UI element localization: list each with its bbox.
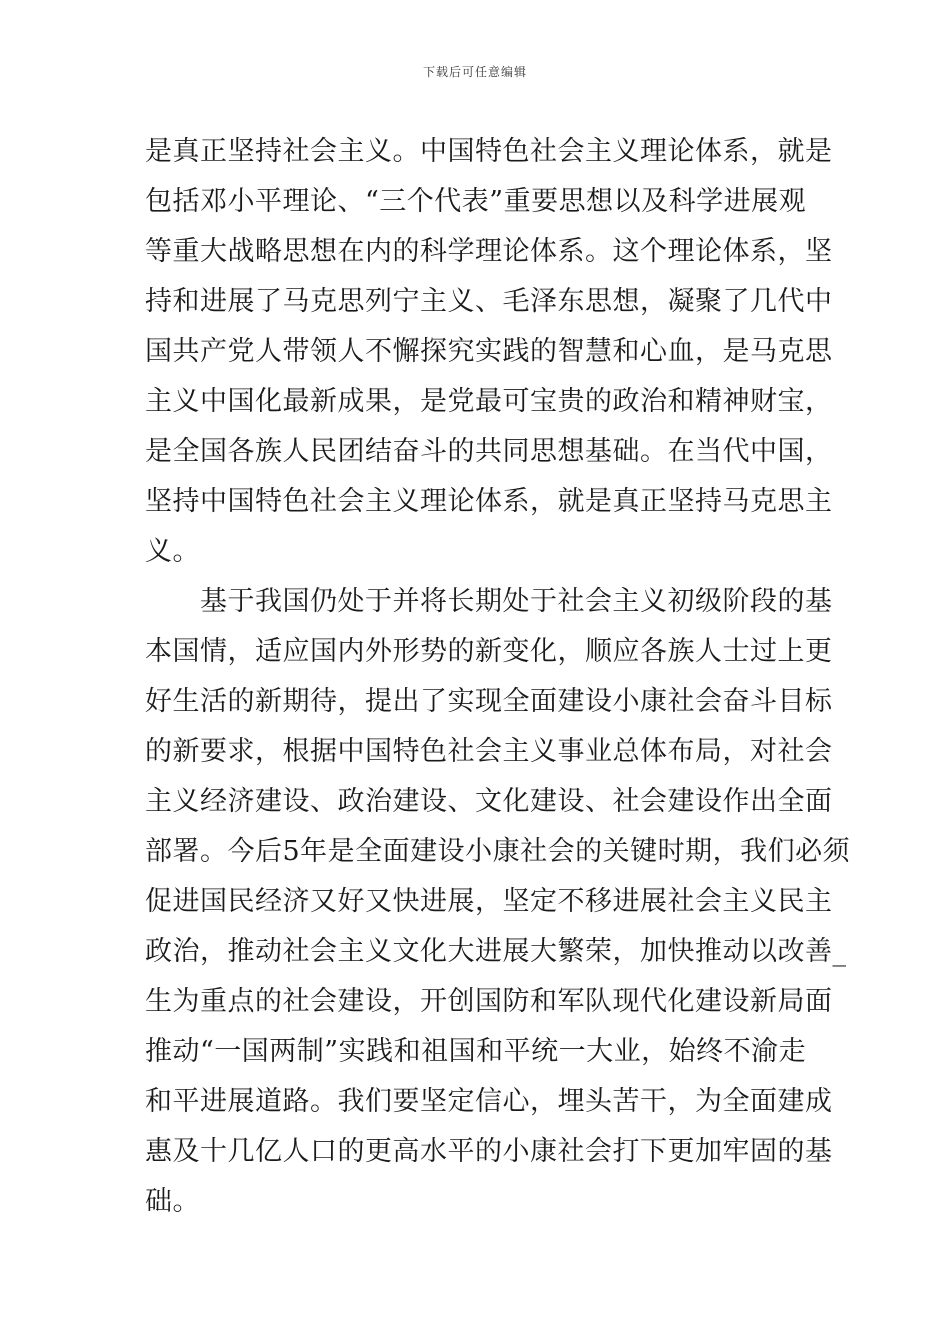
text-line: 包括邓小平理论、“三个代表”重要思想以及科学进展观 [145,186,807,217]
text-line: 义。 [145,536,200,567]
text-line: 的新要求，根据中国特色社会主义事业总体布局，对社会 [145,736,833,767]
text-line: 推动“一国两制”实践和祖国和平统一大业，始终不渝走 [145,1036,807,1067]
page-header: 下载后可任意编辑 [422,65,527,79]
text-line: 好生活的新期待，提出了实现全面建设小康社会奋斗目标 [145,686,833,717]
document-body [145,127,851,1227]
text-line: 本国情，适应国内外形势的新变化，顺应各族人士过上更 [145,636,833,667]
text-line: 部署。今后5年是全面建设小康社会的关键时期，我们必须 [145,836,851,867]
text-line: 是真正坚持社会主义。中国特色社会主义理论体系，就是 [145,136,833,167]
text-line: 主义经济建设、政治建设、文化建设、社会建设作出全面 [145,786,833,817]
paragraph-2 [145,577,851,1227]
text-line: 国共产党人带领人不懈探究实践的智慧和心血，是马克思 [145,336,833,367]
text-line: 是全国各族人民团结奋斗的共同思想基础。在当代中国， [145,436,833,467]
paragraph-1 [145,127,833,577]
text-line: 主义中国化最新成果，是党最可宝贵的政治和精神财宝， [145,386,833,417]
text-line: 促进国民经济又好又快进展，坚定不移进展社会主义民主 [145,886,833,917]
text-line: 基于我国仍处于并将长期处于社会主义初级阶段的基 [200,586,833,617]
text-line: 坚持中国特色社会主义理论体系，就是真正坚持马克思主 [145,486,833,517]
text-line: 础。 [145,1186,200,1217]
text-line: 政治，推动社会主义文化大进展大繁荣，加快推动以改善_ [145,936,847,967]
text-line: 和平进展道路。我们要坚定信心，埋头苦干，为全面建成 [145,1086,833,1117]
text-line: 等重大战略思想在内的科学理论体系。这个理论体系，坚 [145,236,833,267]
text-line: 惠及十几亿人口的更高水平的小康社会打下更加牢固的基 [145,1136,833,1167]
text-line: 生为重点的社会建设，开创国防和军队现代化建设新局面 [145,986,833,1017]
text-line: 持和进展了马克思列宁主义、毛泽东思想，凝聚了几代中 [145,286,833,317]
